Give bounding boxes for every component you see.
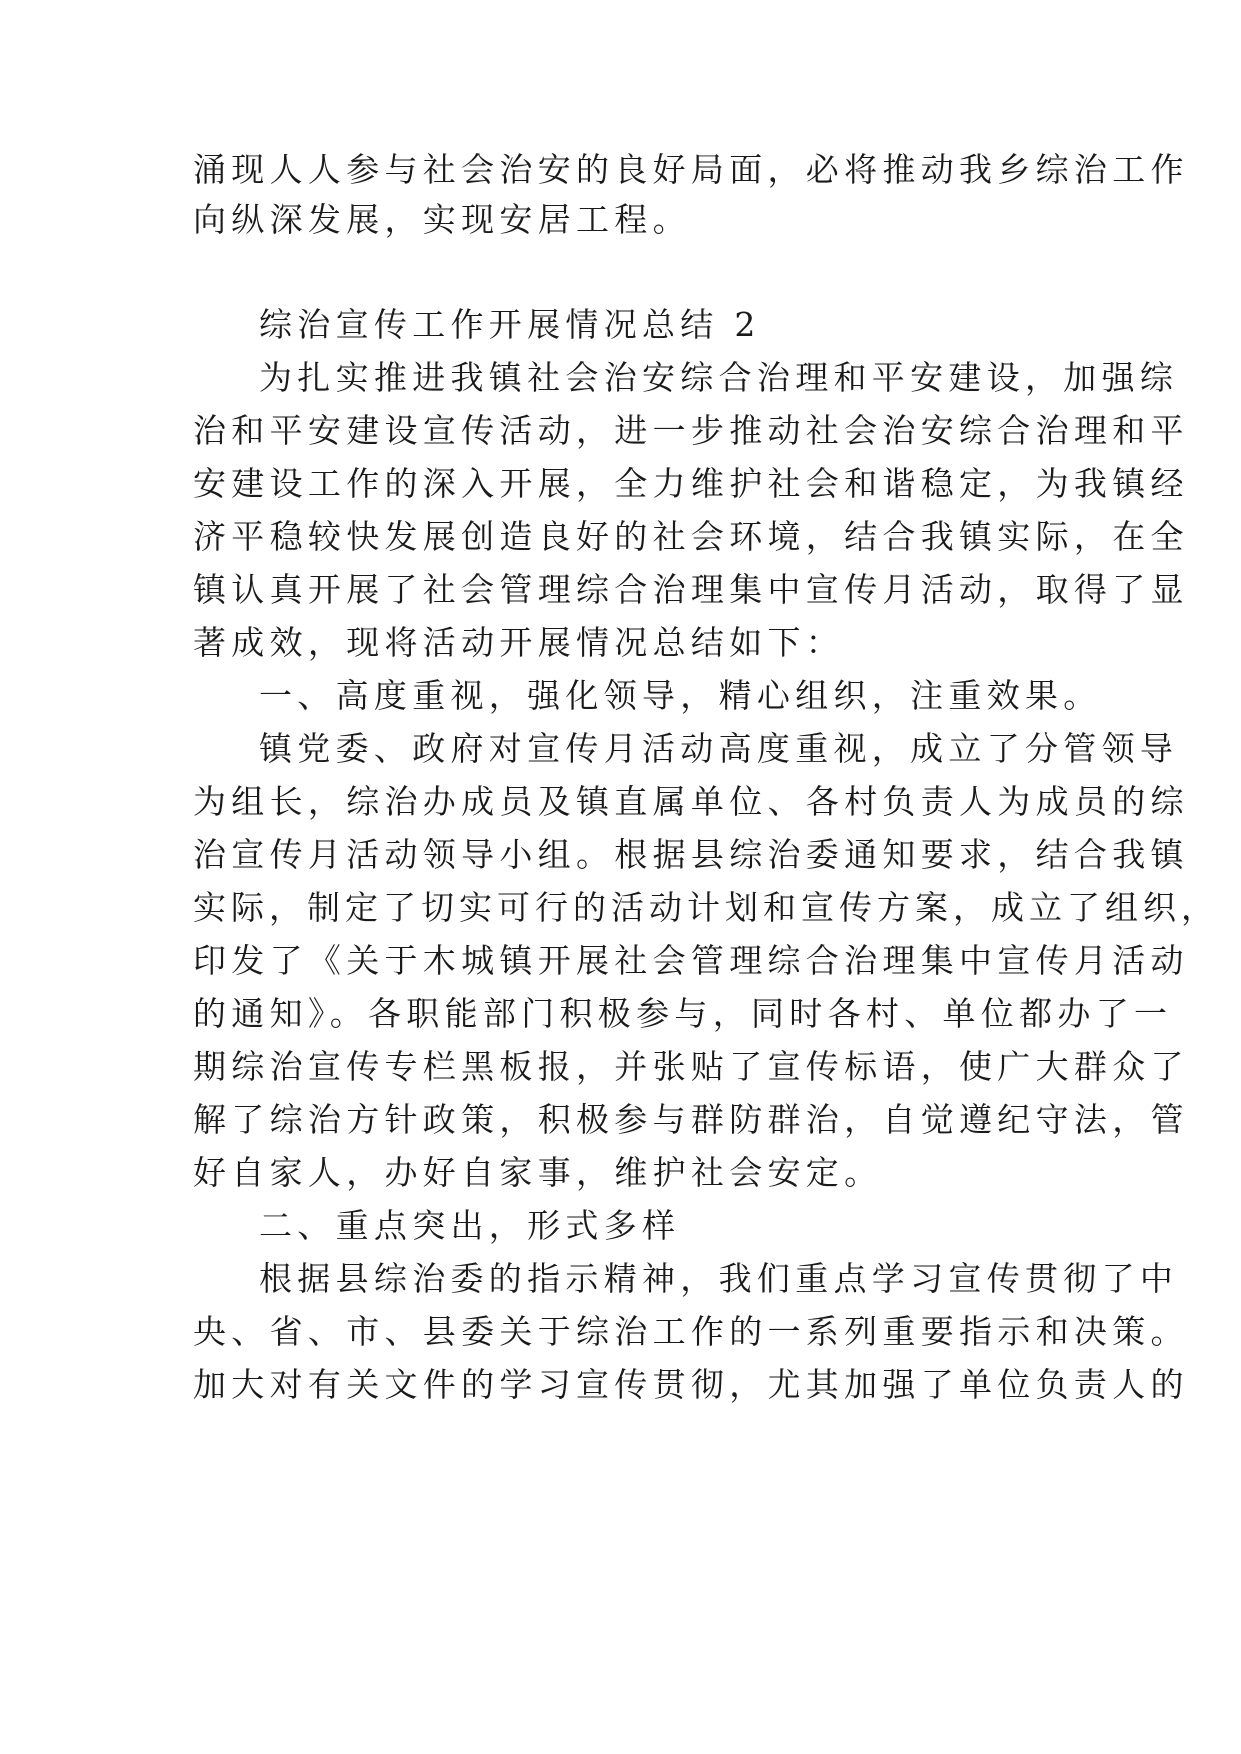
paragraph-line: 济平稳较快发展创造良好的社会环境，结合我镇实际，在全	[193, 517, 1189, 556]
paragraph-line: 的通知》。各职能部门积极参与，同时各村、单位都办了一	[193, 994, 1173, 1033]
paragraph-line: 为扎实推进我镇社会治安综合治理和平安建设，加强综	[259, 358, 1179, 397]
paragraph-line: 加大对有关文件的学习宣传贯彻，尤其加强了单位负责人的	[193, 1365, 1189, 1404]
intro-line: 涌现人人参与社会治安的良好局面，必将推动我乡综治工作	[193, 150, 1189, 189]
intro-line: 向纵深发展，实现安居工程。	[193, 200, 691, 239]
paragraph-line: 著成效，现将活动开展情况总结如下：	[193, 623, 845, 662]
paragraph-line: 镇党委、政府对宣传月活动高度重视，成立了分管领导	[259, 729, 1179, 768]
paragraph-line: 解了综治方针政策，积极参与群防群治，自觉遵纪守法，管	[193, 1100, 1189, 1139]
paragraph-line: 治宣传月活动领导小组。根据县综治委通知要求，结合我镇	[193, 835, 1189, 874]
section-title: 综治宣传工作开展情况总结 2	[259, 305, 761, 344]
paragraph-line: 央、省、市、县委关于综治工作的一系列重要指示和决策。	[193, 1312, 1189, 1351]
paragraph-line: 治和平安建设宣传活动，进一步推动社会治安综合治理和平	[193, 411, 1189, 450]
paragraph-line: 安建设工作的深入开展，全力维护社会和谐稳定，为我镇经	[193, 464, 1189, 503]
paragraph-line: 镇认真开展了社会管理综合治理集中宣传月活动，取得了显	[193, 570, 1189, 609]
paragraph-line: 期综治宣传专栏黑板报，并张贴了宣传标语，使广大群众了	[193, 1047, 1189, 1086]
paragraph-line: 根据县综治委的指示精神，我们重点学习宣传贯彻了中	[259, 1259, 1179, 1298]
section-heading: 一、高度重视，强化领导，精心组织，注重效果。	[259, 676, 1102, 715]
paragraph-line: 实际，制定了切实可行的活动计划和宣传方案，成立了组织，	[193, 888, 1219, 927]
section-heading: 二、重点突出，形式多样	[259, 1206, 681, 1245]
paragraph-line: 为组长，综治办成员及镇直属单位、各村负责人为成员的综	[193, 782, 1189, 821]
paragraph-line: 印发了《关于木城镇开展社会管理综合治理集中宣传月活动	[193, 941, 1189, 980]
paragraph-line: 好自家人，办好自家事，维护社会安定。	[193, 1153, 883, 1192]
